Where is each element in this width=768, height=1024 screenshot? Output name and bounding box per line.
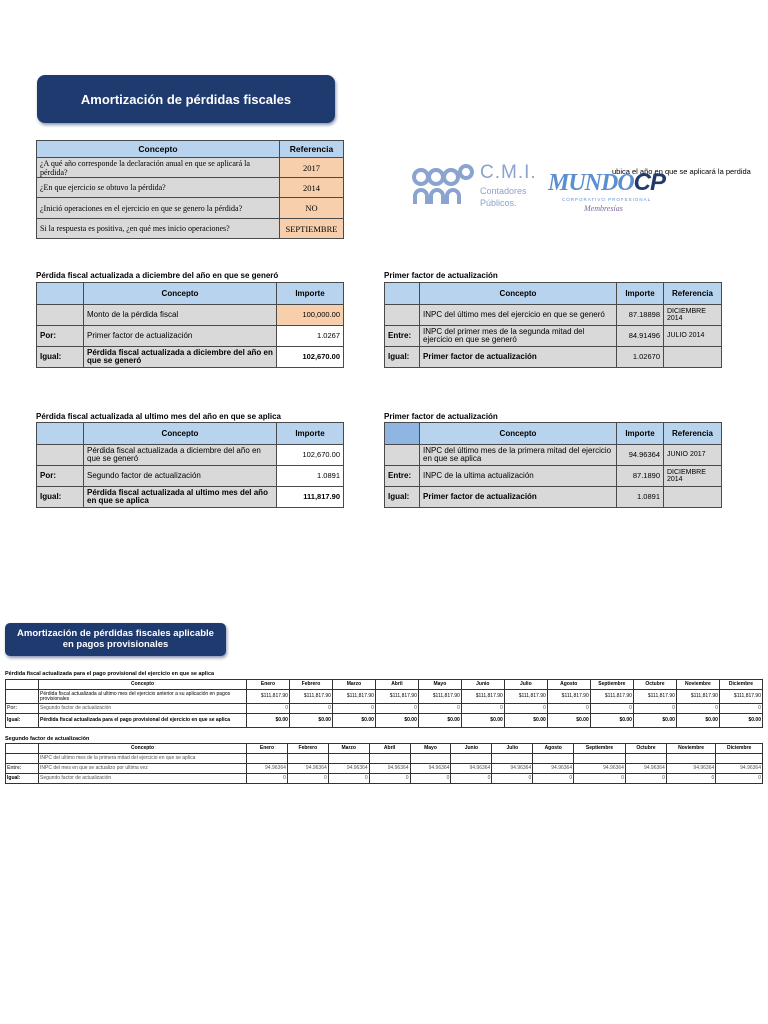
month-value-cell (410, 754, 451, 764)
month-value-cell: 0 (369, 774, 410, 784)
month-header-8: Agosto (533, 744, 574, 754)
month-value-cell: 0 (492, 774, 533, 784)
month-value-cell: 94.96364 (625, 764, 666, 774)
col-importe: Importe (617, 423, 664, 445)
month-value-cell: 0 (504, 704, 547, 714)
row-label: Igual: (6, 714, 39, 728)
month-value-cell (492, 754, 533, 764)
month-value-cell: 94.96364 (492, 764, 533, 774)
row-label: Por: (6, 704, 39, 714)
month-header-5: Mayo (418, 680, 461, 690)
month-value-cell: $0.00 (332, 714, 375, 728)
cmi-line1: Contadores (480, 186, 527, 196)
month-header-10: Octubre (625, 744, 666, 754)
month-header-11: Noviembre (676, 680, 719, 690)
concept-cell: Primer factor de actualización (420, 347, 617, 368)
month-header-9: Septiembre (574, 744, 626, 754)
month-value-cell (666, 754, 715, 764)
concept-cell: Pérdida fiscal actualizada a diciembre del año en que se generó (84, 445, 277, 466)
banner-line2: en pagos provisionales (62, 638, 169, 650)
month-value-cell: $111,817.90 (676, 690, 719, 704)
month-value-cell: $111,817.90 (375, 690, 418, 704)
col-concepto: Concepto (84, 283, 277, 305)
col-concepto: Concepto (39, 680, 247, 690)
row-label: Entre: (385, 326, 420, 347)
month-value-cell (716, 754, 763, 764)
section-title: Segundo factor de actualización (5, 736, 90, 742)
month-value-cell: $111,817.90 (332, 690, 375, 704)
month-value-cell: 0 (716, 774, 763, 784)
reference-cell: JULIO 2014 (664, 326, 722, 347)
month-header-2: Febrero (287, 744, 328, 754)
amount-cell: 1.0891 (277, 466, 344, 487)
month-value-cell: 0 (676, 704, 719, 714)
month-value-cell: $0.00 (719, 714, 762, 728)
month-value-cell: 0 (289, 704, 332, 714)
month-value-cell: 94.96364 (328, 764, 369, 774)
concept-cell: Segundo factor de actualización (84, 466, 277, 487)
concept-cell: INPC del ultimo mes de la primera mitad del ejercicio en que se aplica (39, 754, 247, 764)
row-label: Entre: (6, 764, 39, 774)
row-label: Igual: (385, 487, 420, 508)
mundo-tagline: CORPORATIVO PROFESIONAL (562, 197, 652, 202)
section-title: Pérdida fiscal actualizada al ultimo mes del año en que se aplica (36, 412, 281, 421)
col-concepto: Concepto (37, 141, 280, 158)
month-header-2: Febrero (289, 680, 332, 690)
month-value-cell: 94.96364 (287, 764, 328, 774)
perdida-diciembre-table (36, 282, 344, 368)
perdida-ultimo-mes-table (36, 422, 344, 508)
question-text: ¿En que ejercicio se obtuvo la pérdida? (37, 178, 280, 198)
month-value-cell: 0 (666, 774, 715, 784)
month-value-cell: 0 (451, 774, 492, 784)
month-header-4: Abril (369, 744, 410, 754)
month-value-cell (328, 754, 369, 764)
month-value-cell: $111,817.90 (547, 690, 590, 704)
month-value-cell (625, 754, 666, 764)
amount-cell: 84.91496 (617, 326, 664, 347)
month-header-1: Enero (247, 680, 290, 690)
concept-cell: INPC del último mes de la primera mitad del ejercicio en que se aplica (420, 445, 617, 466)
month-header-5: Mayo (410, 744, 451, 754)
month-value-cell: $111,817.90 (247, 690, 290, 704)
month-value-cell: 94.96364 (410, 764, 451, 774)
concept-cell: Monto de la pérdida fiscal (84, 305, 277, 326)
month-value-cell: 94.96364 (533, 764, 574, 774)
answer-cell[interactable]: SEPTIEMBRE (280, 219, 344, 239)
month-value-cell: $0.00 (504, 714, 547, 728)
month-value-cell: 0 (461, 704, 504, 714)
question-text: ¿A qué año corresponde la declaración anual en que se aplicará la pérdida? (37, 158, 280, 178)
concept-cell: Pérdida fiscal actualizada al ultimo mes del ejercicio anterior a su aplicación en pagos provisionales (39, 690, 247, 704)
month-value-cell: 0 (375, 704, 418, 714)
concept-cell: Primer factor de actualización (84, 326, 277, 347)
cmi-logo (410, 160, 550, 210)
mundo-word: MUNDO (548, 170, 634, 196)
month-header-8: Agosto (547, 680, 590, 690)
month-value-cell: 0 (533, 774, 574, 784)
col-concepto: Concepto (39, 744, 247, 754)
month-header-3: Marzo (328, 744, 369, 754)
col-importe: Importe (277, 283, 344, 305)
row-label: Igual: (6, 774, 39, 784)
row-label: Igual: (385, 347, 420, 368)
month-value-cell (369, 754, 410, 764)
col-referencia: Referencia (280, 141, 344, 158)
month-value-cell: $111,817.90 (418, 690, 461, 704)
page-title: Amortización de pérdidas fiscales (80, 91, 292, 107)
month-value-cell (287, 754, 328, 764)
month-value-cell: 0 (410, 774, 451, 784)
month-header-4: Abril (375, 680, 418, 690)
primer-factor-table (384, 282, 722, 368)
concept-cell: INPC del último mes del ejercicio en que se generó (420, 305, 617, 326)
month-value-cell: $111,817.90 (461, 690, 504, 704)
concept-cell: Primer factor de actualización (420, 487, 617, 508)
month-header-7: Julio (492, 744, 533, 754)
pagos-provisionales-banner (5, 623, 226, 656)
col-referencia: Referencia (664, 423, 722, 445)
month-value-cell: 0 (590, 704, 633, 714)
month-header-7: Julio (504, 680, 547, 690)
month-value-cell (574, 754, 626, 764)
month-value-cell (451, 754, 492, 764)
month-header-3: Marzo (332, 680, 375, 690)
banner-line1: Amortización de pérdidas fiscales aplicable (17, 628, 214, 640)
month-header-9: Septiembre (590, 680, 633, 690)
amount-input[interactable]: 100,000.00 (277, 305, 344, 326)
amount-cell: 87.1890 (617, 466, 664, 487)
amount-cell: 111,817.90 (277, 487, 344, 508)
month-value-cell: $0.00 (247, 714, 290, 728)
row-label: Por: (37, 466, 84, 487)
month-header-1: Enero (247, 744, 288, 754)
month-value-cell: 0 (625, 774, 666, 784)
month-value-cell (533, 754, 574, 764)
col-concepto: Concepto (84, 423, 277, 445)
question-text: Si la respuesta es positiva, ¿en qué mes inicio operaciones? (37, 219, 280, 239)
concept-cell: INPC de la ultima actualización (420, 466, 617, 487)
month-header-12: Diciembre (716, 744, 763, 754)
section-title: Primer factor de actualización (384, 271, 498, 280)
month-header-12: Diciembre (719, 680, 762, 690)
note-text: ubica el año en que se aplicará la perdida (612, 167, 751, 176)
section-title: Pérdida fiscal actualizada para el pago provisional del ejercicio en que se aplica (5, 671, 215, 677)
month-value-cell: 0 (547, 704, 590, 714)
reference-cell: DICIEMBRE 2014 (664, 466, 722, 487)
questions-table (36, 140, 344, 239)
amount-cell: 1.0891 (617, 487, 664, 508)
month-value-cell: $0.00 (461, 714, 504, 728)
title-banner (37, 75, 335, 123)
col-referencia: Referencia (664, 283, 722, 305)
month-value-cell: $111,817.90 (633, 690, 676, 704)
answer-cell[interactable]: NO (280, 198, 344, 219)
reference-cell: DICIEMBRE 2014 (664, 305, 722, 326)
row-label: Por: (37, 326, 84, 347)
month-value-cell: $0.00 (418, 714, 461, 728)
month-value-cell: $111,817.90 (590, 690, 633, 704)
answer-cell[interactable]: 2017 (280, 158, 344, 178)
concept-cell: Segundo factor de actualización (39, 774, 247, 784)
month-value-cell: 0 (574, 774, 626, 784)
month-value-cell: $111,817.90 (289, 690, 332, 704)
month-value-cell: $0.00 (289, 714, 332, 728)
month-value-cell: 0 (633, 704, 676, 714)
month-value-cell: $0.00 (590, 714, 633, 728)
month-value-cell: 94.96364 (369, 764, 410, 774)
cmi-line2: Públicos. (480, 198, 517, 208)
amount-cell: 102,670.00 (277, 347, 344, 368)
monthly-perdida-table (5, 679, 763, 728)
month-value-cell: 0 (328, 774, 369, 784)
month-value-cell: $111,817.90 (719, 690, 762, 704)
cmi-logo-icon (410, 160, 476, 208)
month-value-cell: $0.00 (547, 714, 590, 728)
month-value-cell: 94.96364 (666, 764, 715, 774)
month-header-6: Junio (461, 680, 504, 690)
segundo-factor-table (384, 422, 722, 508)
mundo-sub: Membresías (584, 204, 623, 213)
amount-cell: 94.96364 (617, 445, 664, 466)
answer-cell[interactable]: 2014 (280, 178, 344, 198)
concept-cell: INPC del primer mes de la segunda mitad del ejercicio en que se generó (420, 326, 617, 347)
month-value-cell: 0 (332, 704, 375, 714)
section-title: Primer factor de actualización (384, 412, 498, 421)
amount-cell: 1.02670 (617, 347, 664, 368)
monthly-factor-table (5, 743, 763, 784)
col-concepto: Concepto (420, 423, 617, 445)
month-value-cell: $0.00 (375, 714, 418, 728)
section-title: Pérdida fiscal actualizada a diciembre del año en que se generó (36, 271, 279, 280)
question-text: ¿Inició operaciones en el ejercicio en que se genero la pérdida? (37, 198, 280, 219)
concept-cell: Segundo factor de actualización (39, 704, 247, 714)
concept-cell: Pérdida fiscal actualizada para el pago provisional del ejercicio en que se aplica (39, 714, 247, 728)
col-concepto: Concepto (420, 283, 617, 305)
month-header-11: Noviembre (666, 744, 715, 754)
row-label: Igual: (37, 347, 84, 368)
mundo-cp-word: CP (633, 169, 666, 196)
col-importe: Importe (277, 423, 344, 445)
amount-cell: 102,670.00 (277, 445, 344, 466)
row-label: Entre: (385, 466, 420, 487)
month-value-cell: 94.96364 (451, 764, 492, 774)
cmi-name: C.M.I. (480, 162, 537, 183)
month-value-cell: 0 (247, 774, 288, 784)
month-value-cell: 0 (719, 704, 762, 714)
month-value-cell: 0 (287, 774, 328, 784)
month-header-6: Junio (451, 744, 492, 754)
month-value-cell (247, 754, 288, 764)
reference-cell: JUNIO 2017 (664, 445, 722, 466)
concept-cell: Pérdida fiscal actualizada a diciembre del año en que se generó (84, 347, 277, 368)
month-value-cell: 0 (418, 704, 461, 714)
amount-cell: 87.18898 (617, 305, 664, 326)
concept-cell: INPC del mes en que se actualizo por ultima vez (39, 764, 247, 774)
row-label: Igual: (37, 487, 84, 508)
month-value-cell: $111,817.90 (504, 690, 547, 704)
month-value-cell: 0 (247, 704, 290, 714)
amount-cell: 1.0267 (277, 326, 344, 347)
month-value-cell: 94.96364 (574, 764, 626, 774)
month-value-cell: 94.96364 (716, 764, 763, 774)
month-value-cell: $0.00 (633, 714, 676, 728)
month-value-cell: $0.00 (676, 714, 719, 728)
concept-cell: Pérdida fiscal actualizada al ultimo mes del año en que se aplica (84, 487, 277, 508)
month-value-cell: 94.96364 (247, 764, 288, 774)
col-importe: Importe (617, 283, 664, 305)
month-header-10: Octubre (633, 680, 676, 690)
